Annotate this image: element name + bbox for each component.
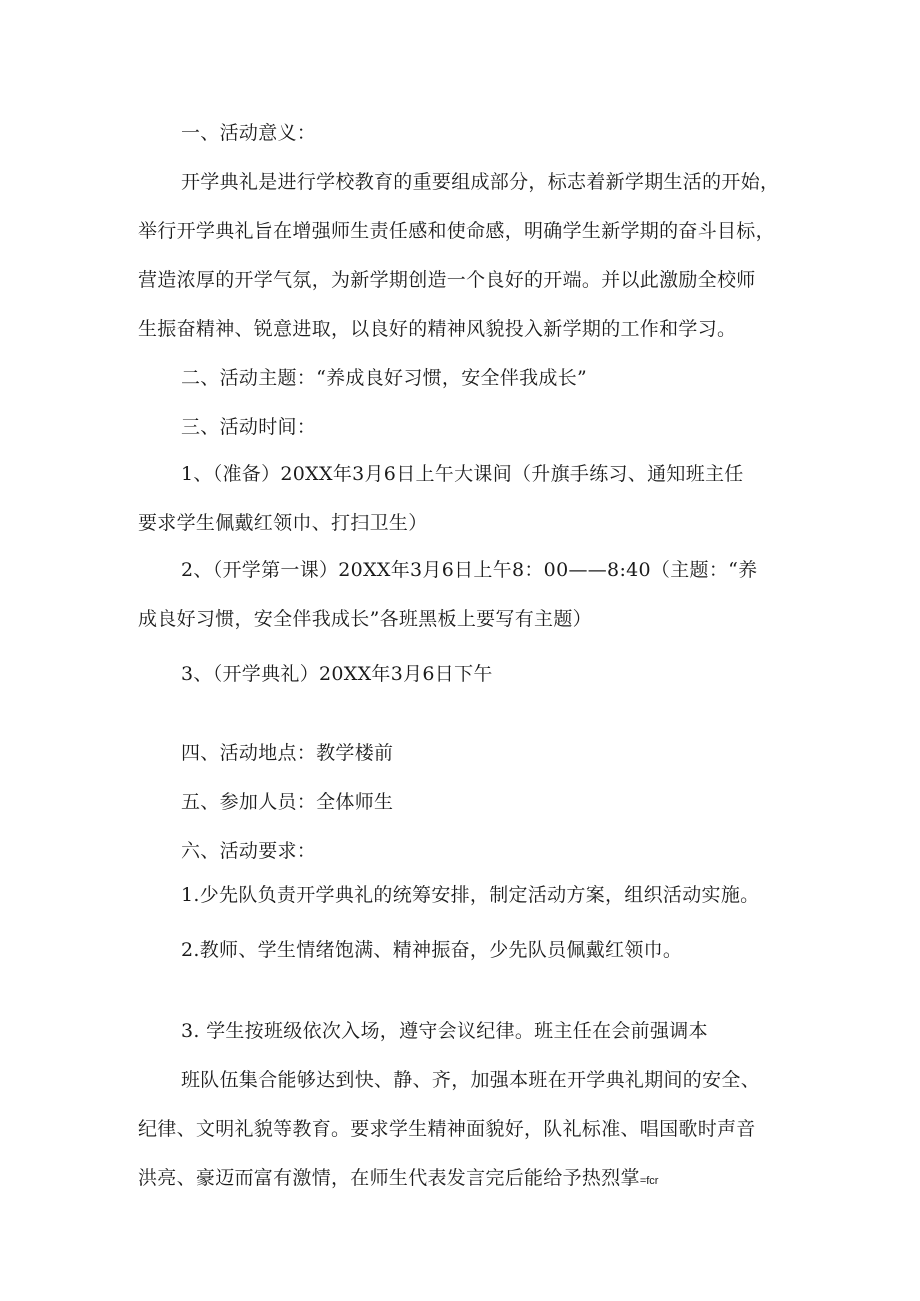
section-heading-location: 四、活动地点：教学楼前 (181, 742, 394, 764)
paragraph-line: 班队伍集合能够达到快、静、齐，加强本班在开学典礼期间的安全、 (181, 1069, 761, 1091)
paragraph-line (138, 1166, 658, 1193)
list-item-line: 3. 学生按班级依次入场，遵守会议纪律。班主任在会前强调本 (181, 1020, 708, 1042)
section-heading-requirements: 六、活动要求： (181, 840, 317, 862)
paragraph-line: 开学典礼是进行学校教育的重要组成部分，标志着新学期生活的开始， (181, 171, 780, 193)
paragraph-line: 举行开学典礼旨在增强师生责任感和使命感，明确学生新学期的奋斗目标， (138, 220, 775, 242)
section-heading-time: 三、活动时间： (181, 416, 317, 438)
paragraph-line: 营造浓厚的开学气氛，为新学期创造一个良好的开端。并以此激励全校师 (138, 269, 756, 291)
paragraph-line: 纪律、文明礼貌等教育。要求学生精神面貌好，队礼标准、唱国歌时声音 (138, 1118, 756, 1140)
list-item-line: 成良好习惯，安全伴我成长”各班黑板上要写有主题） (138, 608, 592, 630)
trailing-fragment: =fcr (639, 1175, 659, 1187)
list-item-line: 要求学生佩戴红领巾、打扫卫生） (138, 512, 428, 534)
list-item-line: 1.少先队负责开学典礼的统筹安排，制定活动方案，组织活动实施。 (181, 884, 760, 906)
section-heading-theme: 二、活动主题：“养成良好习惯，安全伴我成长” (181, 367, 588, 389)
paragraph-line: 生振奋精神、锐意进取，以良好的精神风貌投入新学期的工作和学习。 (138, 318, 737, 340)
list-item-line: 3、（开学典礼）20XX年3月6日下午 (181, 663, 493, 685)
list-item-line: 1、（准备）20XX年3月6日上午大课间（升旗手练习、通知班主任 (181, 463, 744, 485)
list-item-line: 2.教师、学生情绪饱满、精神振奋，少先队员佩戴红领巾。 (181, 939, 683, 961)
paragraph-line-text: 洪亮、豪迈而富有激情，在师生代表发言完后能给予热烈掌 (138, 1167, 640, 1189)
list-item-line: 2、（开学第一课）20XX年3月6日上午8：00——8:40（主题：“养 (181, 559, 758, 581)
section-heading-significance: 一、活动意义： (181, 122, 317, 144)
section-heading-participants: 五、参加人员：全体师生 (181, 791, 394, 813)
